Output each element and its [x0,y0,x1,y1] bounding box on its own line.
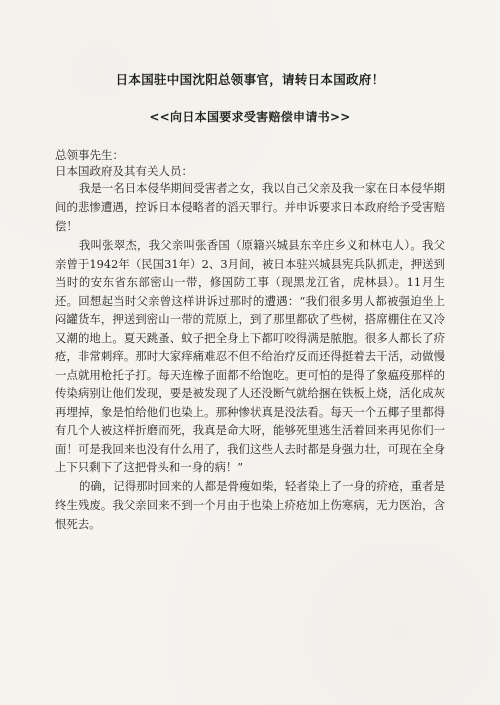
letter-heading-title: <<向日本国要求受害赔偿申请书>> [149,110,351,124]
salutation-line-1: 总领事先生： [55,148,124,162]
salutation-line-2: 日本国政府及其有关人员： [55,164,193,178]
body-paragraph-1: 我是一名日本侵华期间受害者之女，我以自己父亲及我一家在日本侵华期间的悲惨遭遇，控诉日本侵略者的滔天罪行。并申诉要求日本政府给予受害赔偿！ [55,181,445,233]
body-paragraph-3: 的确，记得那时回来的人都是骨瘦如柴，轻者染上了一身的疥疮，重者是终生残废。我父亲回来不到一个月由于也染上疥疮加上伤寒病，无力医治，含恨死去。 [55,478,445,531]
letter-heading-addressee: 日本国驻中国沈阳总领事官，请转日本国政府！ [115,72,385,87]
body-paragraph-2: 我叫张翠杰，我父亲叫张香国（原籍兴城县东辛庄乡义和林屯人）。我父亲曾于1942年（民国31年）2、3月间，被日本驻兴城县宪兵队抓走，押送到当时的安东省东部密山一带，修国防工事（现黑龙江省，虎林县）。11月生还。回想起当时父亲曾这样讲诉过那时的遭遇：“我们很多男人都被强迫坐上闷罐货车，押送到密山一带的荒原上，到了那里都砍了些树，搭席棚住在又冷又潮的地上。夏天跳蚤、蚊子把全身上下都叮咬得满是脓胞。很多人都长了疥疮，非常刺痒。那时大家痒痛难忍不但不给治疗反而还得挺着去干活，动做慢一点就用枪托子打。每天连橡子面都不给饱吃。更可怕的是得了象瘟疫那样的传染病别让他们发现，要是被发现了人还没断气就给捆在铁板上烧，活化成灰再埋掉，象是怕给他们也染上。那种惨状真是没法看。每天一个五椰子里都得有几个人被这样折磨而死，我真是命大呀，能够死里逃生活着回来再见你们一面！可是我回来也没有什么用了，我们这些人去时都是身强力壮，可现在全身上下只剩下了这把骨头和一身的病！” [55,238,445,474]
